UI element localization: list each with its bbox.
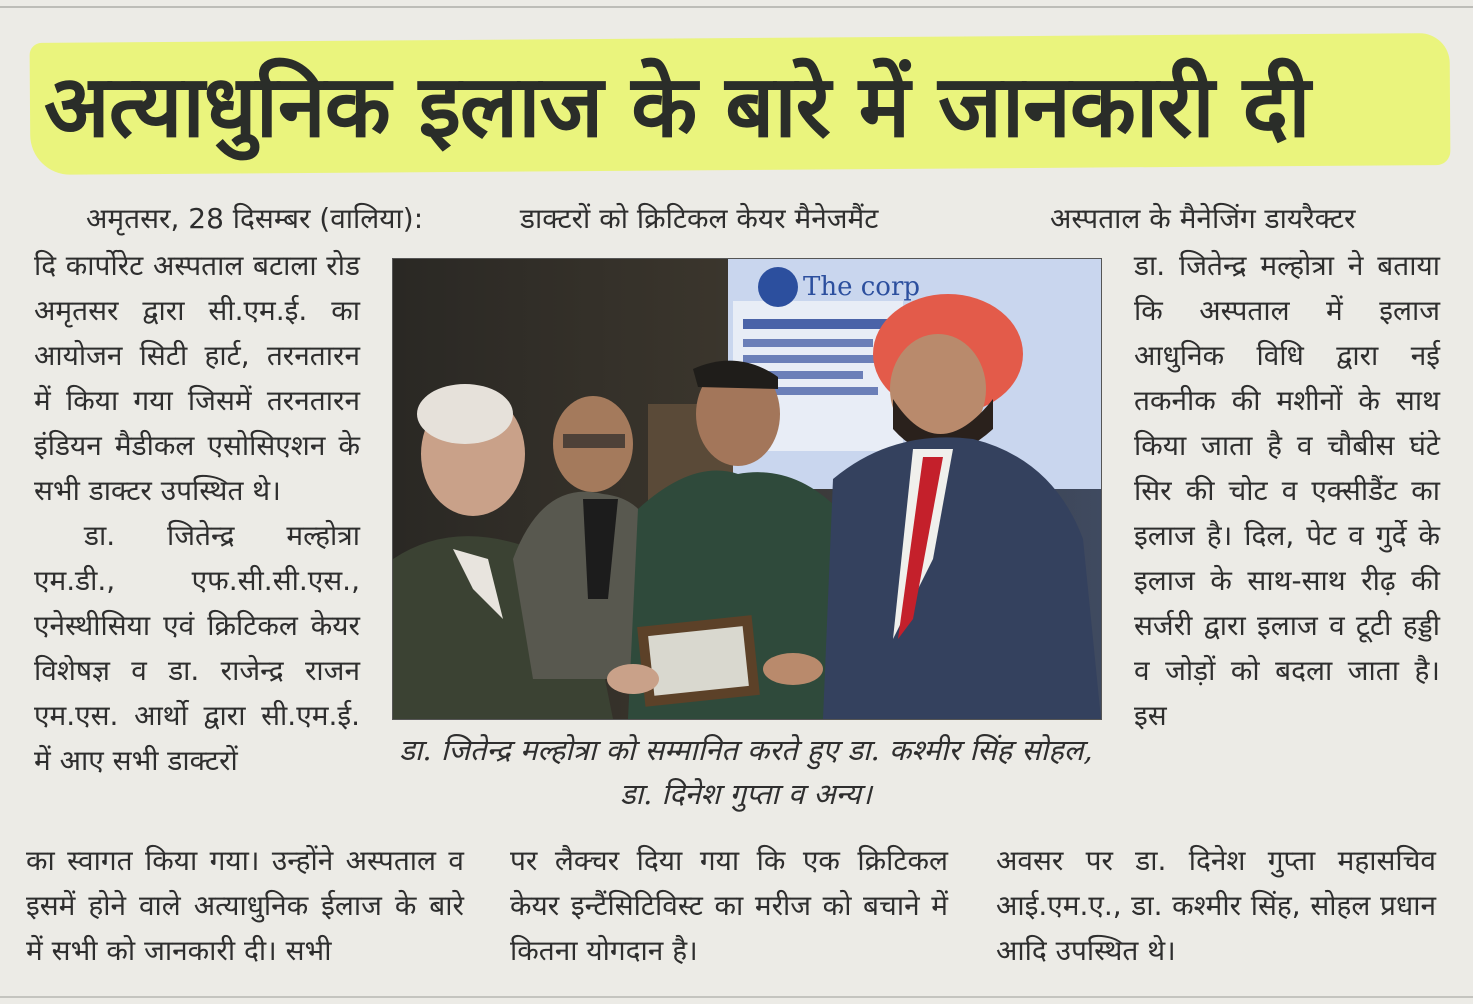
headline: अत्याधुनिक इलाज के बारे में जानकारी दी xyxy=(44,57,1310,157)
photo-caption: डा. जितेन्द्र मल्होत्रा को सम्मानित करते हुए डा. कश्मीर सिंह सोहल, डा. दिनेश गुप्ता व अन्य। xyxy=(399,733,1093,811)
bottom-rule xyxy=(0,996,1473,998)
bottom-column-1 xyxy=(26,838,464,973)
column-1 xyxy=(34,243,360,783)
column-3-top-text: अस्पताल के मैनेजिंग डायरैक्टर xyxy=(1050,202,1356,235)
photo-illustration xyxy=(393,259,1101,719)
bottom-column-3 xyxy=(996,838,1436,973)
middle-top-text: डाक्टरों को क्रिटिकल केयर मैनेजमैंट xyxy=(520,202,879,235)
bottom-column-1-text: का स्वागत किया गया। उन्होंने अस्पताल व इसमें होने वाले अत्याधुनिक ईलाज के बारे में सभी को जानकारी दी। सभी xyxy=(26,844,464,967)
dateline xyxy=(36,196,466,241)
top-rule xyxy=(0,6,1473,8)
bottom-column-3-text: अवसर पर डा. दिनेश गुप्ता महासचिव आई.एम.ए., डा. कश्मीर सिंह, सोहल प्रधान आदि उपस्थित थे। xyxy=(996,844,1436,967)
news-photo xyxy=(392,258,1102,720)
dateline-text: अमृतसर, 28 दिसम्बर (वालिया): xyxy=(86,202,424,235)
column-3 xyxy=(1134,243,1440,738)
banner-text: The corp xyxy=(803,272,921,302)
bottom-column-2 xyxy=(510,838,948,973)
column-1-para-2: डा. जितेन्द्र मल्होत्रा एम.डी., एफ.सी.सी.एस., एनेस्थीसिया एवं क्रिटिकल केयर विशेषज्ञ व डा. राजेन्द्र राजन एम.एस. आर्थो द्वारा सी.एम.ई. में आए सभी डाक्टरों xyxy=(34,519,360,777)
bottom-column-2-text: पर लैक्चर दिया गया कि एक क्रिटिकल केयर इन्टैंसिटिविस्ट का मरीज को बचाने में कितना योगदान है। xyxy=(510,844,948,967)
column-3-para: डा. जितेन्द्र मल्होत्रा ने बताया कि अस्पताल में इलाज आधुनिक विधि द्वारा नई तकनीक की मशीनों के साथ किया जाता है व चौबीस घंटे सिर की चोट व एक्सीडैंट का इलाज है। दिल, पेट व गुर्दे के इलाज के साथ-साथ रीढ़ की सर्जरी द्वारा इलाज व टूटी हड्डी व जोड़ों को बदला जाता है। इस xyxy=(1134,249,1440,732)
middle-top xyxy=(520,196,980,241)
column-1-para-1: दि कार्पोरेट अस्पताल बटाला रोड अमृतसर द्वारा सी.एम.ई. का आयोजन सिटी हार्ट, तरनतारन में किया गया जिसमें तरनतारन इंडियन मैडीकल एसोसिएशन के सभी डाक्टर उपस्थित थे। xyxy=(34,249,360,507)
column-3-top xyxy=(1050,196,1450,241)
